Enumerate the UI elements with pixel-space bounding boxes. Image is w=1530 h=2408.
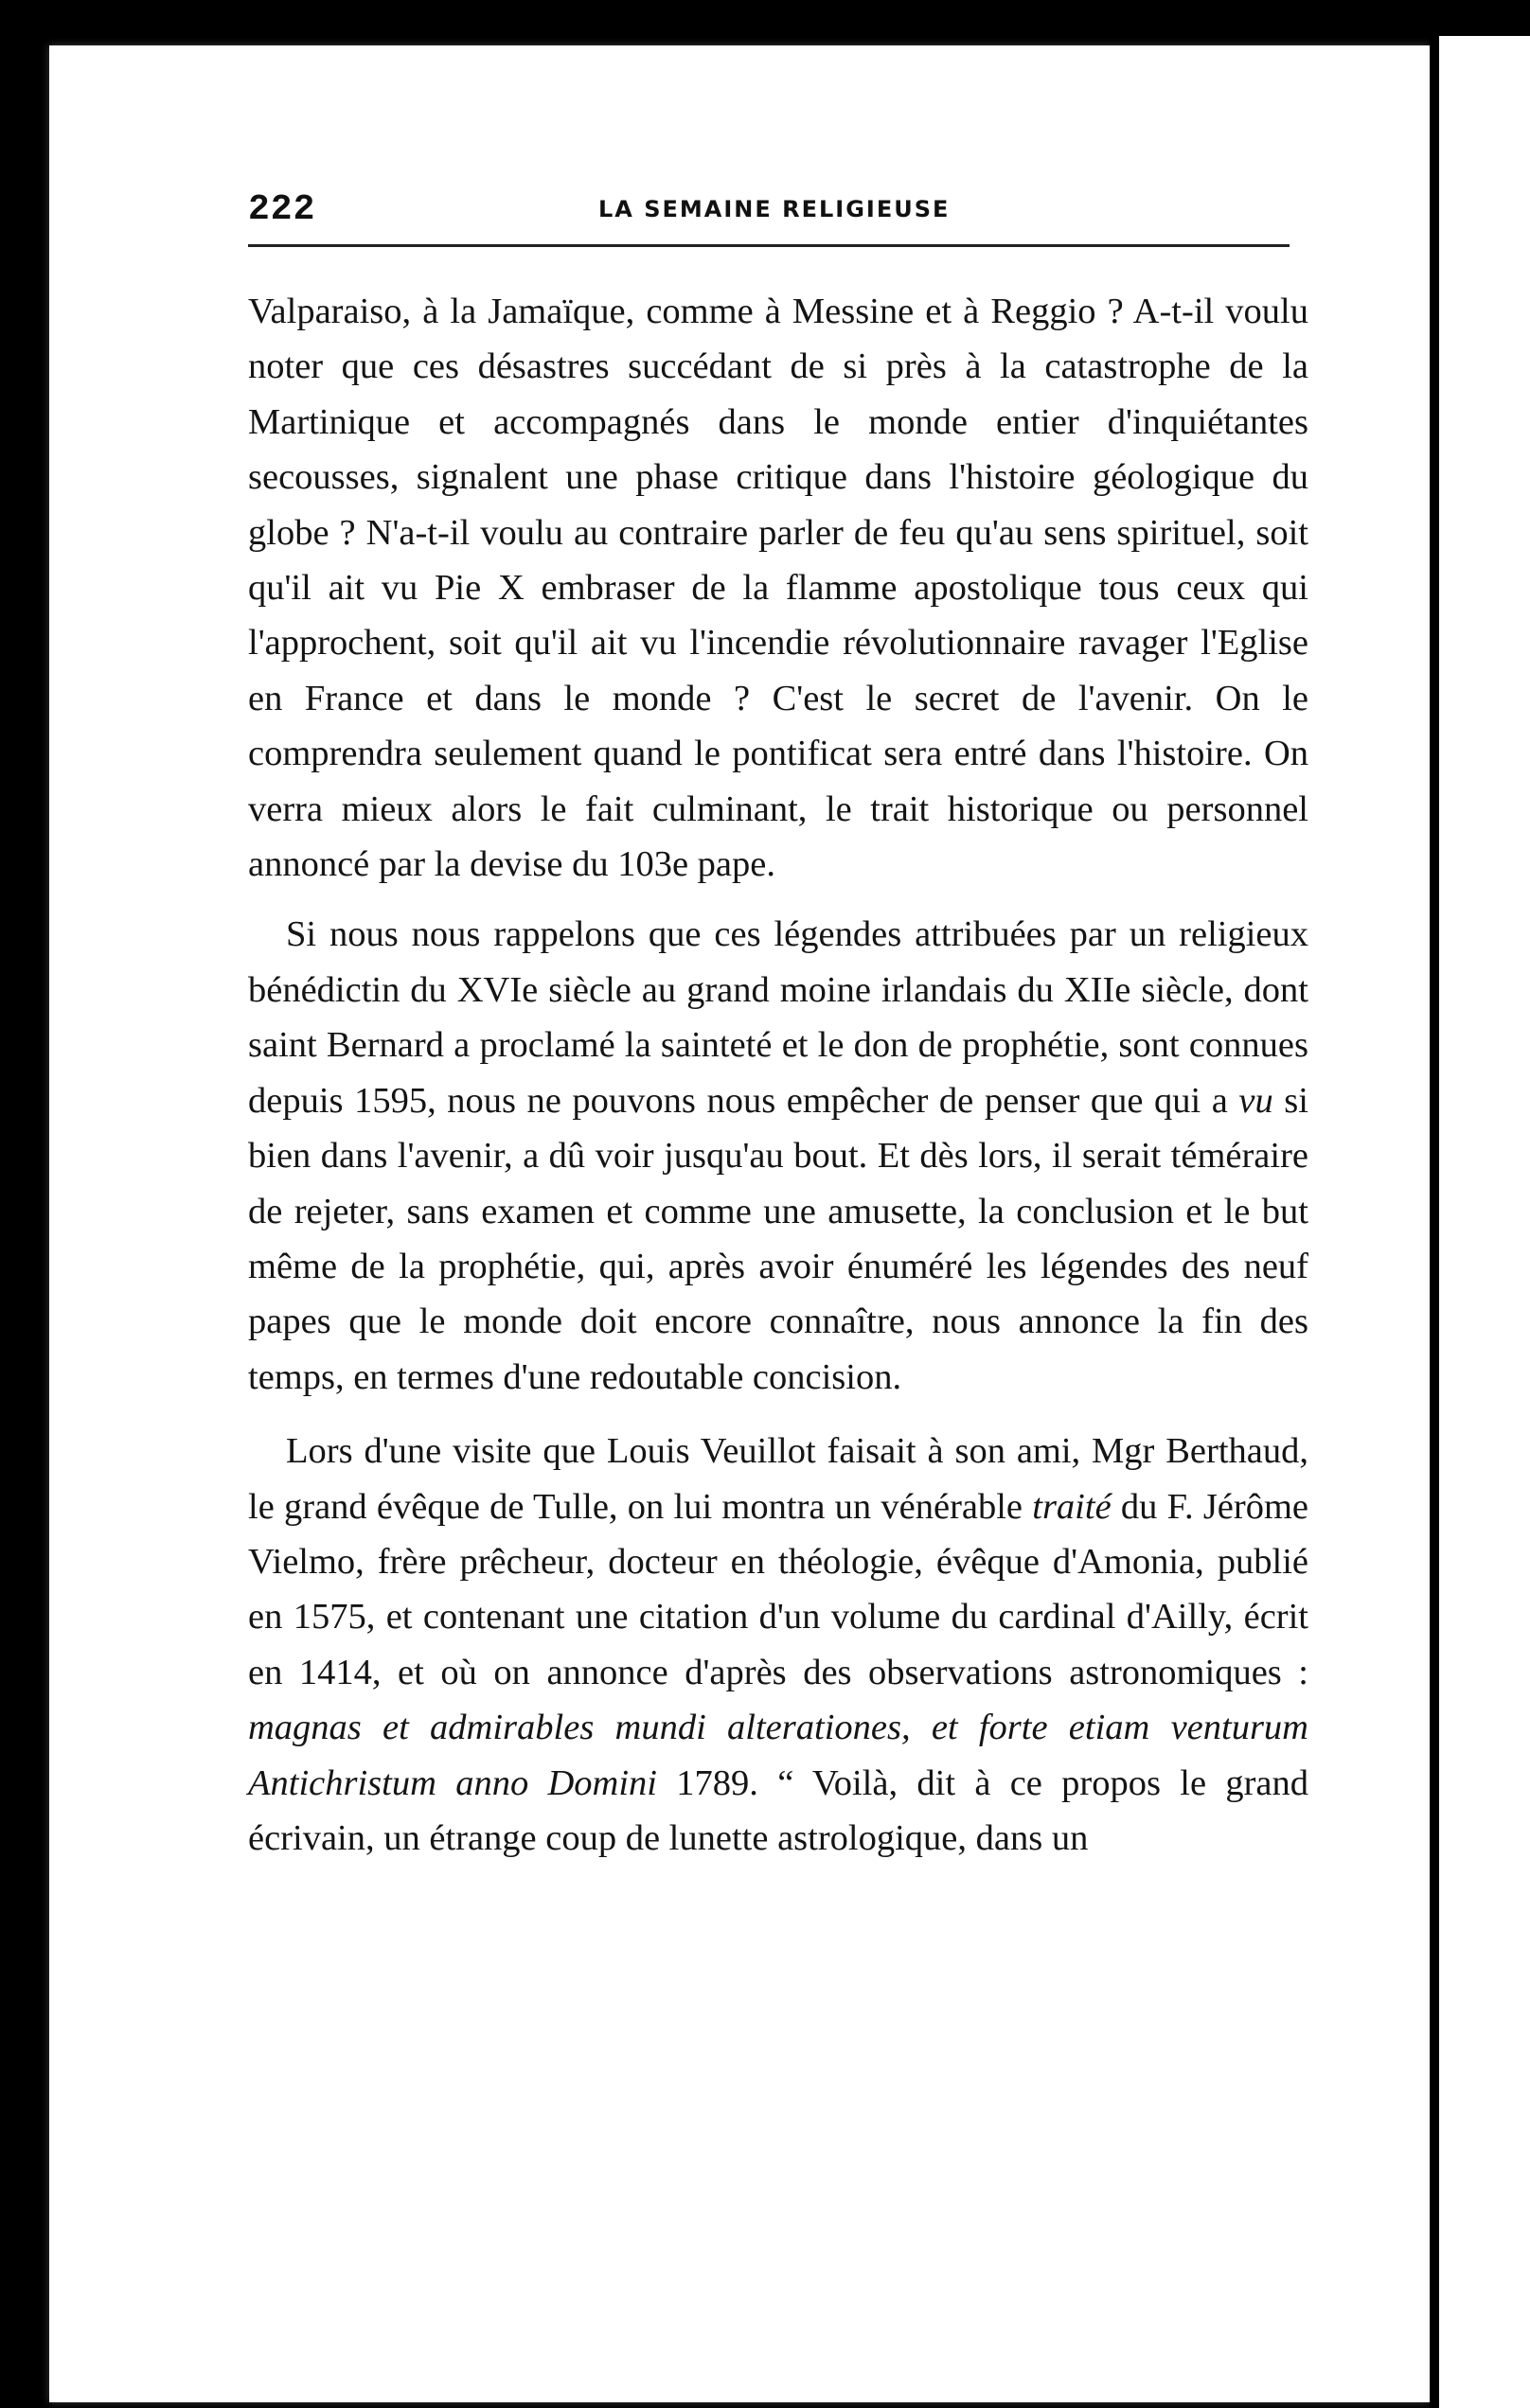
body-text (248, 284, 1308, 1866)
text-segment: Valparaiso, à la Jamaïque, comme à Messine et à Reggio ? A-t-il voulu noter que ces désastres succédant de si près à la catastrophe de la Martinique et accompagnés dans le monde entier d'inquiétantes secousses, signalent une phase critique dans l'histoire géologique du globe ? N'a-t-il voulu au contraire parler de feu qu'au sens spirituel, soit qu'il ait vu Pie X embraser de la flamme apostolique tous ceux qui l'approchent, soit qu'il ait vu l'incendie révolutionnaire ravager l'Eglise en France et dans le monde ? C'est le secret de l'avenir. On le comprendra seulement quand le pontificat sera entré dans l'histoire. On verra mieux alors le fait culminant, le trait historique ou personnel annoncé par la devise du 103e pape. (248, 292, 1308, 885)
text-segment: Si nous nous rappelons que ces légendes attribuées par un religieux bénédictin du XVIe siècle au grand moine irlandais du XIIe siècle, dont saint Bernard a proclamé la sainteté et le don de prophétie, sont connues depuis 1595, nous ne pouvons nous empêcher de penser que qui a (248, 914, 1308, 1121)
page-header (248, 189, 1290, 237)
paragraph-3 (248, 1424, 1308, 1866)
italic-segment: traité (1032, 1486, 1112, 1527)
text-segment: Lors d'une visite que Louis Veuillot faisait à son ami, Mgr Berthaud, le grand évêque de Tulle, on lui montra un vénérable (248, 1431, 1308, 1527)
paragraph-2 (248, 907, 1308, 1405)
header-rule (248, 244, 1290, 247)
adjacent-page-edge (1439, 36, 1530, 2408)
paragraph-1 (248, 284, 1308, 892)
text-segment: si bien dans l'avenir, a dû voir jusqu'au bout. Et dès lors, il serait téméraire de rejeter, sans examen et comme une amusette, la conclusion et le but même de la prophétie, qui, après avoir énuméré les légendes des neuf papes que le monde doit encore connaître, nous annonce la fin des temps, en termes d'une redoutable concision. (248, 1080, 1308, 1397)
italic-segment: magnas et admirables mundi alterationes, et forte etiam venturum Antichristum anno Domini (248, 1708, 1308, 1803)
running-head: LA SEMAINE RELIGIEUSE (598, 196, 951, 222)
page-number: 222 (248, 189, 316, 230)
text-segment: du F. Jérôme Vielmo, frère prêcheur, docteur en théologie, évêque d'Amonia, publié en 1575, et contenant une citation d'un volume du cardinal d'Ailly, écrit en 1414, et où on annonce d'après des observations astronomiques : (248, 1486, 1308, 1692)
text-segment: 1789. “ Voilà, dit à ce propos le grand écrivain, un étrange coup de lunette astrologique, dans un (248, 1762, 1308, 1858)
italic-segment: vu (1238, 1080, 1273, 1121)
page-gutter (1430, 36, 1439, 2408)
